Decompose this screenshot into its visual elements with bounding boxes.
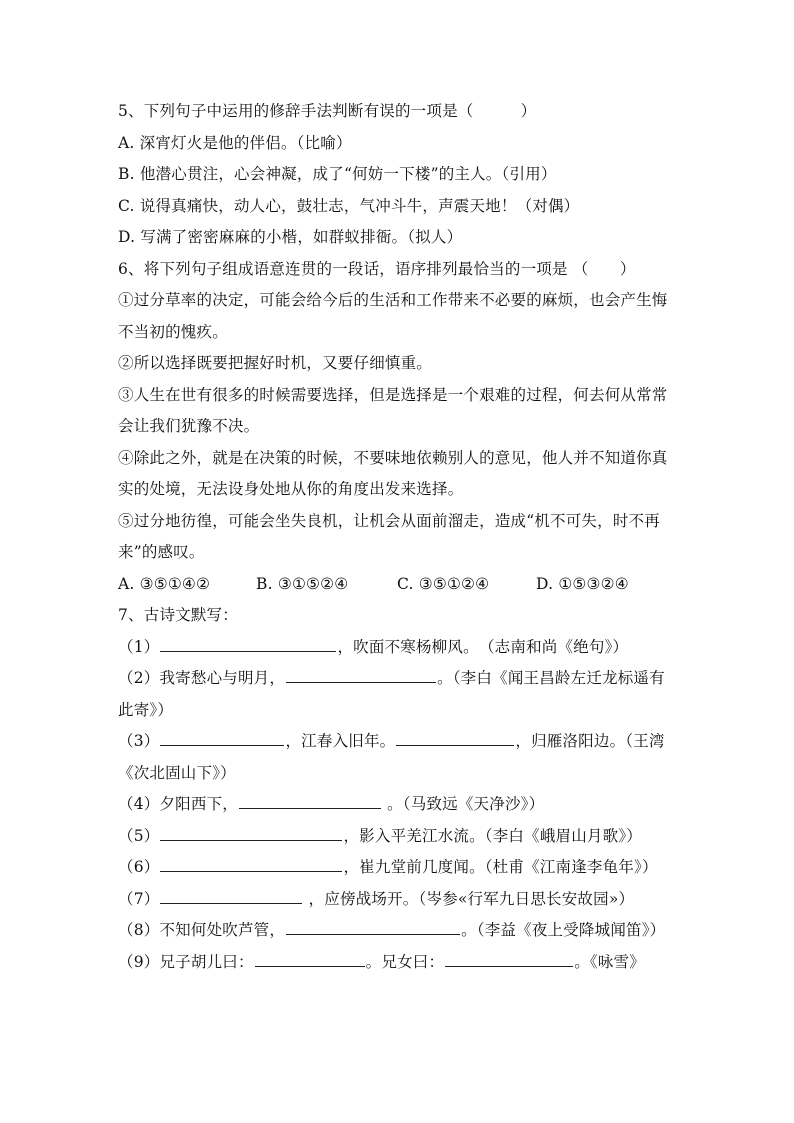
- q5-option-c: C. 说得真痛快，动人心，鼓壮志，气冲斗牛，声震天地！（对偶）: [118, 196, 580, 215]
- answer-blank[interactable]: [396, 744, 514, 746]
- q7-item-9: [118, 947, 678, 979]
- q6-option-c: C. ③⑤①②④: [397, 574, 490, 593]
- item-number: （2）: [118, 669, 160, 687]
- q7-item-3-cont: 《次北固山下》）: [118, 763, 236, 782]
- q6-option-d: D. ①⑤③②④: [536, 574, 629, 593]
- item-number: （5）: [118, 826, 160, 845]
- answer-blank[interactable]: [286, 933, 460, 935]
- question-7-stem: 7、古诗文默写：: [118, 606, 238, 624]
- q6-sentence-4: ④除此之外，就是在决策的时候，不要味地依赖别人的意见，他人并不知道你真: [118, 448, 668, 467]
- question-5-stem: 5、下列句子中运用的修辞手法判断有误的一项是（ ）: [118, 102, 537, 120]
- item-text: 。（马致远《天净沙》）: [381, 795, 545, 813]
- item-number: （7）: [118, 889, 160, 908]
- item-number: （8）: [118, 921, 160, 939]
- question-6-stem: 6、将下列句子组成语意连贯的一段话，语序排列最恰当的一项是 （ ）: [118, 259, 636, 278]
- item-text: ，应傍战场开。（岑参«行军九日思长安故园»）: [303, 889, 635, 908]
- answer-blank[interactable]: [445, 965, 573, 967]
- q7-item-4: [118, 789, 678, 821]
- item-number: （3）: [118, 732, 160, 750]
- item-text: 。《咏雪》: [574, 952, 645, 971]
- item-text: 兄子胡儿曰：: [159, 952, 254, 971]
- item-text: 不知何处吹芦管，: [159, 921, 286, 939]
- q6-sentence-3: ③人生在世有很多的时候需要选择，但是选择是一个艰难的过程，何去何从常常: [118, 385, 668, 404]
- q7-item-3: [118, 726, 678, 758]
- answer-blank[interactable]: [239, 807, 381, 809]
- answer-blank[interactable]: [160, 839, 342, 841]
- q7-item-2: [118, 663, 678, 695]
- item-number: （4）: [118, 795, 160, 813]
- q5-option-b: B. 他潜心贯注，心会神凝，成了“何妨一下楼”的主人。（引用）: [118, 165, 557, 183]
- item-number: （6）: [118, 858, 160, 876]
- q7-item-2-cont: 此寄》）: [118, 700, 174, 719]
- q6-option-b: B. ③①⑤②④: [256, 574, 349, 593]
- item-text: 。（李益《夜上受降城闻笛》）: [461, 921, 666, 939]
- answer-blank[interactable]: [160, 870, 342, 872]
- q6-sentence-4-cont: 实的处境，无法设身处地从你的角度出发来选择。: [118, 480, 464, 498]
- q6-sentence-2: ②所以选择既要把握好时机，又要仔细慎重。: [118, 354, 433, 372]
- item-number: （1）: [118, 637, 160, 656]
- q7-item-8: [118, 915, 678, 947]
- answer-blank[interactable]: [160, 902, 302, 904]
- q6-sentence-3-cont: 会让我们犹豫不决。: [118, 417, 260, 435]
- item-text: 我寄愁心与明月，: [159, 669, 286, 687]
- q6-sentence-1-cont: 不当初的愧疚。: [118, 322, 228, 341]
- answer-blank[interactable]: [286, 681, 436, 683]
- q7-item-7: [118, 884, 678, 916]
- q7-item-6: [118, 852, 678, 884]
- q6-sentence-5-cont: 来”的感叹。: [118, 543, 205, 561]
- item-text: 夕阳西下，: [159, 795, 238, 813]
- q7-item-5: [118, 821, 678, 853]
- item-text: ，江春入旧年。: [285, 732, 396, 750]
- answer-blank[interactable]: [160, 650, 336, 652]
- q5-option-a: A. 深宵灯火是他的伴侣。（比喻）: [118, 133, 352, 152]
- q6-option-a: A. ③⑤①④②: [118, 574, 211, 593]
- item-text: ，崔九堂前几度闻。（杜甫《江南逢李龟年》）: [343, 858, 658, 876]
- exam-page: [118, 96, 678, 978]
- answer-blank[interactable]: [160, 744, 284, 746]
- item-text: 。（李白《闻王昌龄左迁龙标遥有: [437, 669, 665, 687]
- item-text: ，影入平羌江水流。（李白《峨眉山月歌》）: [343, 826, 642, 845]
- q6-sentence-1: ①过分草率的决定，可能会给今后的生活和工作带来不必要的麻烦，也会产生悔: [118, 291, 668, 309]
- item-number: （9）: [118, 952, 160, 971]
- answer-blank[interactable]: [255, 965, 365, 967]
- item-text: ，吹面不寒杨柳风。 （志南和尚《绝句》）: [337, 637, 629, 656]
- q6-sentence-5: ⑤过分地彷徨，可能会坐失良机，让机会从面前溜走，造成“机不可失，时不再: [118, 511, 660, 530]
- q7-item-1: [118, 632, 678, 664]
- item-text: 。兄女曰：: [365, 952, 445, 971]
- q5-option-d: D. 写满了密密麻麻的小楷，如群蚁排衙。（拟人）: [118, 228, 463, 246]
- q6-options: [118, 569, 678, 601]
- item-text: ，归雁洛阳边。（王湾: [515, 732, 665, 750]
